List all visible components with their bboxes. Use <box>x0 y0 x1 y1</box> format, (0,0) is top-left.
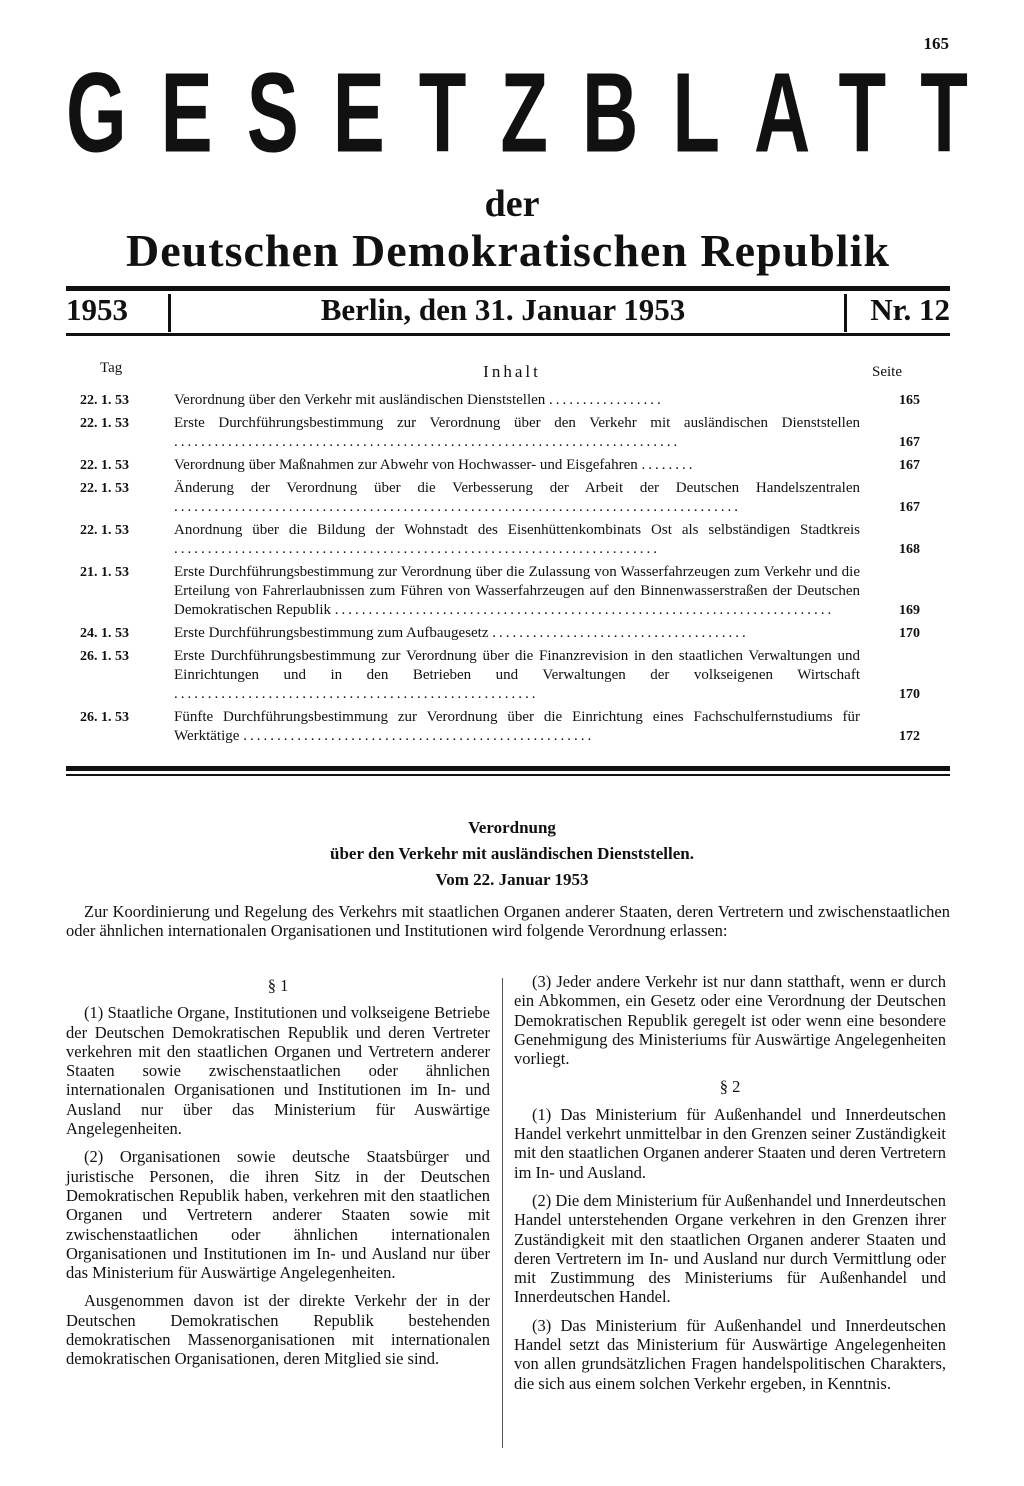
toc-page: 172 <box>899 729 920 744</box>
toc-entry: 22. 1. 53 Änderung der Verordnung über die Verbesserung der Arbeit der Deutschen Handelszentralen .................................................................................... 167 <box>80 480 920 515</box>
issue-number: Nr. 12 <box>870 292 950 327</box>
toc-title: Erste Durchführungsbestimmung zum Aufbaugesetz <box>174 625 489 641</box>
section-2-heading: § 2 <box>719 1077 741 1097</box>
toc-title: Anordnung über die Bildung der Wohnstadt des Eisenhüttenkombinats Ost als selbständigen Stadtkreis <box>174 522 860 538</box>
toc-entry: 24. 1. 53 Erste Durchführungsbestimmung zum Aufbaugesetz ...................................... 170 <box>80 625 920 641</box>
issue-divider-left <box>168 294 171 332</box>
toc-date: 26. 1. 53 <box>80 710 129 725</box>
table-of-contents <box>80 391 920 750</box>
section-2-paragraph-3: (3) Das Ministerium für Außenhandel und Innerdeutschen Handel setzt das Ministerium für Auswärtige Angelegenheiten von allen grundsätzlichen Fragen handelspolitischen Charakters, die sich aus einem solchen Verkehr ergeben, in Kenntnis. <box>514 1315 946 1393</box>
toc-page: 167 <box>899 435 920 450</box>
section-2-paragraph-2: (2) Die dem Ministerium für Außenhandel und Innerdeutschen Handel unterstehenden Organe verkehren in den Grenzen ihrer Zuständigkeit mit den staatlichen Organen anderer Staaten und deren Vertretern im In- und Ausland nur durch Vermittlung oder mit Zustimmung des Ministeriums für Außenhandel und Innerdeutschen Handel. <box>514 1190 946 1307</box>
toc-heading: Inhalt <box>483 362 541 381</box>
toc-entry: 22. 1. 53 Erste Durchführungsbestimmung zur Verordnung über den Verkehr mit ausländischen Dienststellen ........................................................................... 167 <box>80 415 920 450</box>
toc-title: Erste Durchführungsbestimmung zur Verordnung über die Finanzrevision in den staatlichen Verwaltungen und Einrichtungen und in den Betrieben und Verwaltungen der volkseigenen Wirtschaft <box>174 648 860 683</box>
toc-date: 22. 1. 53 <box>80 458 129 473</box>
ordinance-title: Verordnung <box>468 818 556 837</box>
issue-year: 1953 <box>66 292 128 327</box>
toc-entry: 26. 1. 53 Fünfte Durchführungsbestimmung zur Verordnung über die Einrichtung eines Fachschulfernstudiums für Werktätige .................................................... 172 <box>80 709 920 744</box>
ordinance-preamble: Zur Koordinierung und Regelung des Verkehrs mit staatlichen Organen anderer Staaten, deren Vertretern und zwischenstaatlichen oder ähnlichen internationalen Organisationen und Institutionen wird folgende Verordnung erlassen: <box>66 902 950 940</box>
toc-entry: 22. 1. 53 Verordnung über den Verkehr mit ausländischen Dienststellen ................. 165 <box>80 392 920 408</box>
toc-page: 169 <box>899 603 920 618</box>
toc-title: Fünfte Durchführungsbestimmung zur Verordnung über die Einrichtung eines Fachschulfernstudiums für Werktätige <box>174 709 860 744</box>
toc-page: 168 <box>899 542 920 557</box>
toc-page: 167 <box>899 458 920 473</box>
toc-page: 170 <box>899 687 920 702</box>
toc-page: 170 <box>899 626 920 641</box>
issue-bar <box>66 292 950 334</box>
issue-date: Berlin, den 31. Januar 1953 <box>320 292 686 327</box>
section-1-paragraph-2: (2) Organisationen sowie deutsche Staatsbürger und juristische Personen, die ihren Sitz in der Deutschen Demokratischen Republik haben, verkehren mit den staatlichen Organen und Vertretern anderer Staaten sowie mit zwischenstaatlichen oder ähnlichen internationalen Organisationen und Institutionen im In- und Ausland nur über das Ministerium für Auswärtige Angelegenheiten. <box>66 1147 490 1283</box>
masthead-title: GESETZBLATT <box>66 48 1002 177</box>
toc-date: 22. 1. 53 <box>80 416 129 431</box>
toc-page: 165 <box>899 393 920 408</box>
section-1-paragraph-4: (3) Jeder andere Verkehr ist nur dann statthaft, wenn er durch ein Abkommen, ein Gesetz oder eine Verordnung der Deutschen Demokratischen Republik geregelt ist oder wenn eine besondere Genehmigung des Ministeriums für Auswärtige Angelegenheiten vorliegt. <box>514 972 946 1069</box>
toc-title: Verordnung über den Verkehr mit ausländischen Dienststellen <box>174 392 546 408</box>
section-separator-thick <box>66 766 950 771</box>
toc-date: 21. 1. 53 <box>80 565 129 580</box>
issue-rule <box>66 333 950 336</box>
toc-entry: 22. 1. 53 Verordnung über Maßnahmen zur Abwehr von Hochwasser- und Eisgefahren ........ 167 <box>80 457 920 473</box>
column-divider <box>502 978 503 1448</box>
toc-title: Verordnung über Maßnahmen zur Abwehr von Hochwasser- und Eisgefahren <box>174 457 638 473</box>
left-column <box>66 976 490 1378</box>
ordinance-subtitle: über den Verkehr mit ausländischen Dienststellen. <box>330 844 694 863</box>
toc-title: Änderung der Verordnung über die Verbesserung der Arbeit der Deutschen Handelszentralen <box>174 480 860 496</box>
toc-date: 22. 1. 53 <box>80 393 129 408</box>
toc-date-header: Tag <box>100 360 123 376</box>
toc-date: 22. 1. 53 <box>80 481 129 496</box>
toc-entry: 22. 1. 53 Anordnung über die Bildung der Wohnstadt des Eisenhüttenkombinats Ost als selbständigen Stadtkreis ........................................................................ 168 <box>80 522 920 557</box>
subtitle-republic: Deutschen Demokratischen Republik <box>126 225 890 276</box>
section-1-heading: § 1 <box>267 976 289 995</box>
toc-date: 26. 1. 53 <box>80 649 129 664</box>
page-number: 165 <box>923 34 949 53</box>
toc-title: Erste Durchführungsbestimmung zur Verordnung über den Verkehr mit ausländischen Dienststellen <box>174 415 860 431</box>
right-column <box>514 972 946 1402</box>
toc-entry: 21. 1. 53 Erste Durchführungsbestimmung zur Verordnung über die Zulassung von Wasserfahrzeugen zum Verkehr und die Erteilung von Fahrerlaubnissen zum Führen von Wasserfahrzeugen auf den Binnenwasserstraßen der Deutschen Demokratischen Republik .......................................................................... 169 <box>80 564 920 618</box>
toc-page-header: Seite <box>872 364 902 380</box>
toc-date: 24. 1. 53 <box>80 626 129 641</box>
toc-page: 167 <box>899 500 920 515</box>
section-2-paragraph-1: (1) Das Ministerium für Außenhandel und Innerdeutschen Handel verkehrt unmittelbar in den Grenzen seiner Zuständigkeit mit den staatlichen Organen anderer Staaten und deren Vertretern im In- und Ausland. <box>514 1104 946 1182</box>
toc-date: 22. 1. 53 <box>80 523 129 538</box>
toc-entry: 26. 1. 53 Erste Durchführungsbestimmung zur Verordnung über die Finanzrevision in den staatlichen Verwaltungen und Einrichtungen und in den Betrieben und Verwaltungen der volkseigenen Wirtschaft ...................................................... 170 <box>80 648 920 702</box>
section-1-paragraph-3: Ausgenommen davon ist der direkte Verkehr der in der Deutschen Demokratischen Republik bestehenden demokratischen Massenorganisationen mit internationalen demokratischen Organisationen, deren Mitglied sie sind. <box>66 1291 490 1369</box>
toc-title: Erste Durchführungsbestimmung zur Verordnung über die Zulassung von Wasserfahrzeugen zum Verkehr und die Erteilung von Fahrerlaubnissen zum Führen von Wasserfahrzeugen auf den Binnenwasserstraßen der Deutschen Demokratischen Republik <box>174 564 860 618</box>
subtitle-der: der <box>484 183 540 225</box>
issue-divider-right <box>844 294 847 332</box>
section-separator-thin <box>66 774 950 776</box>
section-1-paragraph-1: (1) Staatliche Organe, Institutionen und volkseigene Betriebe der Deutschen Demokratischen Republik und deren Vertreter verkehren mit den staatlichen Organen und Vertretern anderer Staaten sowie zwischenstaatlichen oder ähnlichen internationalen Organisationen und Institutionen im In- und Ausland nur über das Ministerium für Auswärtige Angelegenheiten. <box>66 1003 490 1139</box>
header-rule <box>66 286 950 291</box>
ordinance-date: Vom 22. Januar 1953 <box>435 870 589 889</box>
